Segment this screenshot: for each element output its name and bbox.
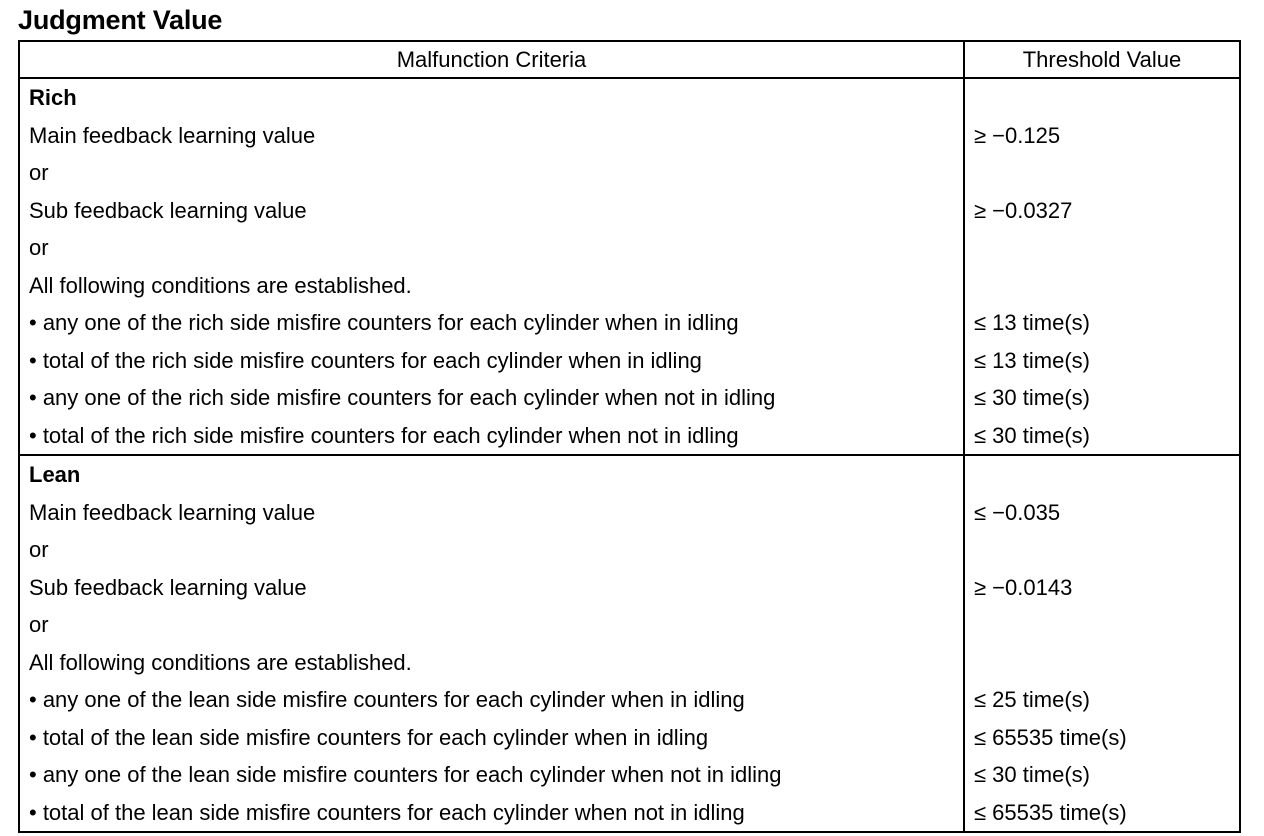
criteria-line: • any one of the lean side misfire counters for each cylinder when in idling bbox=[29, 687, 745, 712]
criteria-line: or bbox=[29, 235, 49, 260]
threshold-value: ≤ 25 time(s) bbox=[974, 687, 1090, 712]
threshold-value: ≤ 13 time(s) bbox=[974, 310, 1090, 335]
threshold-spacer bbox=[965, 456, 1239, 494]
threshold-value bbox=[965, 267, 1239, 305]
criteria-line: • any one of the lean side misfire counters for each cylinder when not in idling bbox=[29, 762, 782, 787]
lean-criteria-cell bbox=[19, 455, 964, 832]
table-header-row bbox=[19, 41, 1240, 78]
threshold-value bbox=[965, 154, 1239, 192]
threshold-value: ≤ 65535 time(s) bbox=[974, 724, 1127, 750]
criteria-column-header: Malfunction Criteria bbox=[19, 41, 964, 78]
criteria-line: • total of the lean side misfire counters for each cylinder when not in idling bbox=[29, 799, 745, 825]
lean-group-row bbox=[19, 455, 1240, 832]
threshold-column-header: Threshold Value bbox=[964, 41, 1240, 78]
threshold-value bbox=[965, 229, 1239, 267]
lean-threshold-cell bbox=[964, 455, 1240, 832]
judgment-value-table bbox=[18, 40, 1241, 833]
rich-group-label: Rich bbox=[29, 85, 77, 110]
criteria-line: • total of the rich side misfire counters for each cylinder when not in idling bbox=[29, 422, 739, 448]
criteria-line: Sub feedback learning value bbox=[29, 197, 307, 223]
criteria-line: Main feedback learning value bbox=[29, 499, 316, 525]
criteria-line: • total of the lean side misfire counters for each cylinder when in idling bbox=[29, 724, 709, 750]
rich-group-row bbox=[19, 78, 1240, 455]
lean-group-label: Lean bbox=[29, 462, 81, 487]
threshold-spacer bbox=[965, 79, 1239, 117]
criteria-line: • any one of the rich side misfire counters for each cylinder when in idling bbox=[29, 310, 739, 335]
criteria-line: Sub feedback learning value bbox=[29, 574, 307, 600]
criteria-line: All following conditions are established. bbox=[29, 649, 412, 675]
criteria-line: or bbox=[29, 160, 49, 185]
threshold-value: ≤ 30 time(s) bbox=[974, 385, 1090, 410]
criteria-line: • total of the rich side misfire counters for each cylinder when in idling bbox=[29, 347, 702, 373]
threshold-value: ≥ −0.0327 bbox=[974, 197, 1073, 223]
threshold-value: ≤ 13 time(s) bbox=[974, 347, 1090, 373]
threshold-value bbox=[965, 606, 1239, 644]
threshold-value bbox=[965, 644, 1239, 682]
threshold-value: ≥ −0.125 bbox=[974, 122, 1061, 148]
rich-threshold-cell bbox=[964, 78, 1240, 455]
document-title: Judgment Value bbox=[18, 5, 223, 35]
criteria-line: or bbox=[29, 537, 49, 562]
threshold-value: ≤ 30 time(s) bbox=[974, 762, 1090, 787]
threshold-value: ≤ 65535 time(s) bbox=[974, 799, 1127, 825]
criteria-line: • any one of the rich side misfire counters for each cylinder when not in idling bbox=[29, 385, 776, 410]
threshold-value bbox=[965, 531, 1239, 569]
threshold-value: ≥ −0.0143 bbox=[974, 574, 1073, 600]
criteria-line: or bbox=[29, 612, 49, 637]
criteria-line: Main feedback learning value bbox=[29, 122, 316, 148]
criteria-line: All following conditions are established. bbox=[29, 272, 412, 298]
threshold-value: ≤ −0.035 bbox=[974, 499, 1061, 525]
rich-criteria-cell bbox=[19, 78, 964, 455]
threshold-value: ≤ 30 time(s) bbox=[974, 422, 1090, 448]
